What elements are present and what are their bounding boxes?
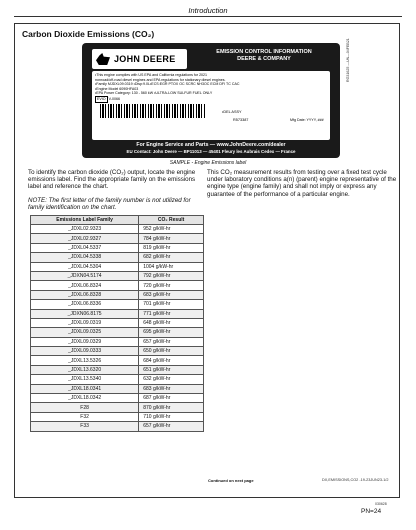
co2-result-cell: 651 g/kW-hr xyxy=(139,365,204,374)
deer-logo-icon xyxy=(96,53,110,65)
co2-result-cell: 683 g/kW-hr xyxy=(139,290,204,299)
family-cell: _JDXL18.0341 xyxy=(31,384,139,393)
family-cell: _JDXL09.0333 xyxy=(31,347,139,356)
co2-result-cell: 819 g/kW-hr xyxy=(139,243,204,252)
table-row xyxy=(31,347,204,356)
table-row xyxy=(31,412,204,421)
table-row xyxy=(31,243,204,252)
table-row xyxy=(31,262,204,271)
co2-result-cell: 687 g/kW-hr xyxy=(139,394,204,403)
note-paragraph: NOTE: The first letter of the family number is not utilized for family identification on the chart. xyxy=(28,197,191,212)
table-row xyxy=(31,394,204,403)
label-info-line: •Engine Model 6090HFA03 xyxy=(95,86,139,91)
john-deere-logo xyxy=(92,49,187,69)
document-id: DX,EMISSIONS,CO2 -19-23JUN23-1/2 xyxy=(322,478,389,482)
table-row xyxy=(31,234,204,243)
co2-result-cell: 657 g/kW-hr xyxy=(139,337,204,346)
table-row xyxy=(31,384,204,393)
table-row xyxy=(31,356,204,365)
co2-result-cell: 650 g/kW-hr xyxy=(139,347,204,356)
table-row xyxy=(31,422,204,431)
table-row xyxy=(31,337,204,346)
measurement-paragraph: This CO₂ measurement results from testing over a fixed test cycle under laboratory conditions a(n) (parent) engine representative of the engine type (engine family) and shall not imply or express any guarantee of the performance of a particular engine. xyxy=(207,169,397,198)
table-row xyxy=(31,253,204,262)
co2-result-cell: 648 g/kW-hr xyxy=(139,318,204,327)
co2-results-table xyxy=(30,215,204,432)
evio-tag: EVIO xyxy=(97,96,106,101)
family-cell: _JDXL13.6320 xyxy=(31,365,139,374)
mfg-date: Mfg Date: YYYY, ### xyxy=(290,118,324,122)
label-info-line: •EPA Power Category: 130 - 560 kW •ULTRA-LOW SULFUR FUEL ONLY xyxy=(95,91,213,96)
co2-result-cell: 952 g/kW-hr xyxy=(139,225,204,234)
co2-result-cell: 657 g/kW-hr xyxy=(139,422,204,431)
label-footer-contact: EU Contact: John Deere — BP11013 — 45401 Fleury les Aubrais Cedex — France xyxy=(126,149,296,154)
label-info-line: nonroad/off-road diesel engines and EPA regulations for stationary diesel engines. xyxy=(95,77,226,82)
family-cell: _JDXL18.0342 xyxy=(31,394,139,403)
label-title-line2: DEERE & COMPANY xyxy=(237,56,291,62)
page-number: PN=24 xyxy=(361,508,382,515)
co2-result-cell: 792 g/kW-hr xyxy=(139,271,204,280)
co2-result-cell: 695 g/kW-hr xyxy=(139,328,204,337)
page-header-title: Introduction xyxy=(188,6,228,15)
evio-code: V-0066 xyxy=(108,96,120,101)
family-cell: _JDXL04.5304 xyxy=(31,262,139,271)
table-row xyxy=(31,290,204,299)
family-cell: _JDXL09.0325 xyxy=(31,328,139,337)
co2-result-cell: 710 g/kW-hr xyxy=(139,412,204,421)
label-info-line: •This engine complies with US EPA and California regulations for 2021 xyxy=(95,73,208,77)
logo-text: JOHN DEERE xyxy=(114,54,176,64)
family-cell: F32 xyxy=(31,412,139,421)
co2-result-cell: 701 g/kW-hr xyxy=(139,300,204,309)
column-header-family: Emissions Label Family xyxy=(31,216,139,225)
label-info-box xyxy=(92,71,330,140)
table-row xyxy=(31,225,204,234)
co2-result-cell: 684 g/kW-hr xyxy=(139,356,204,365)
table-row xyxy=(31,281,204,290)
family-cell: _JDXL04.5338 xyxy=(31,253,139,262)
table-row xyxy=(31,318,204,327)
emissions-label-image xyxy=(82,43,340,158)
family-cell: _JDXL04.5337 xyxy=(31,243,139,252)
co2-result-cell: 771 g/kW-hr xyxy=(139,309,204,318)
column-header-result: CO₂ Result xyxy=(139,216,204,225)
table-row xyxy=(31,328,204,337)
figure-side-code: RG31625 —UN—04FEB21 xyxy=(346,38,350,82)
header-rule xyxy=(14,16,402,17)
section-title: Carbon Dioxide Emissions (CO₂) xyxy=(22,29,155,39)
table-body xyxy=(31,225,204,432)
label-footer-service: For Engine Service and Parts — www.JohnDeere.com/dealer xyxy=(136,142,286,148)
label-title-line1: EMISSION CONTROL INFORMATION xyxy=(216,49,312,55)
figure-caption: SAMPLE - Engine Emissions label xyxy=(169,160,247,166)
table-row xyxy=(31,403,204,412)
part-number: R573387 xyxy=(233,118,249,122)
table-row xyxy=(31,271,204,280)
co2-result-cell: 632 g/kW-hr xyxy=(139,375,204,384)
co2-result-cell: 720 g/kW-hr xyxy=(139,281,204,290)
co2-result-cell: 784 g/kW-hr xyxy=(139,234,204,243)
family-cell: _JDXL13.5340 xyxy=(31,375,139,384)
family-cell: _JDXL02.9327 xyxy=(31,234,139,243)
family-cell: F28 xyxy=(31,403,139,412)
label-title xyxy=(194,49,334,63)
family-cell: _JDXN06.8175 xyxy=(31,309,139,318)
family-cell: _JDXL09.0329 xyxy=(31,337,139,346)
barcode-image xyxy=(100,104,205,118)
del-assy-text: •DEL ASSY xyxy=(222,110,242,114)
family-cell: _JDXL06.8328 xyxy=(31,290,139,299)
label-evio-line xyxy=(95,96,327,103)
table-row xyxy=(31,365,204,374)
co2-result-cell: 870 g/kW-hr xyxy=(139,403,204,412)
family-cell: _JDXL06.8324 xyxy=(31,281,139,290)
family-cell: _JDXL02.9323 xyxy=(31,225,139,234)
table-row xyxy=(31,300,204,309)
pn-code: 030628 xyxy=(375,502,387,506)
family-cell: _JDXL09.0319 xyxy=(31,318,139,327)
co2-result-cell: 1004 g/kW-hr xyxy=(139,262,204,271)
family-cell: _JDXL13.5326 xyxy=(31,356,139,365)
family-cell: _JDXL06.8336 xyxy=(31,300,139,309)
table-header-row xyxy=(31,216,204,225)
family-cell: F33 xyxy=(31,422,139,431)
intro-paragraph: To identify the carbon dioxide (CO₂) output, locate the engine emissions label. Find the appropriate family on the emissions label and reference the chart. xyxy=(28,169,196,191)
table-row xyxy=(31,375,204,384)
co2-result-cell: 682 g/kW-hr xyxy=(139,253,204,262)
table-row xyxy=(31,309,204,318)
label-info-line: •Family MJDXL09.0319 •Disp:9.0L•ECS:EGR PTOX OC SCRC NH3OC ECM DFI TC CAC xyxy=(95,82,240,87)
family-cell: _JDXN04.5174 xyxy=(31,271,139,280)
continued-note: Continued on next page xyxy=(208,478,254,483)
co2-result-cell: 683 g/kW-hr xyxy=(139,384,204,393)
